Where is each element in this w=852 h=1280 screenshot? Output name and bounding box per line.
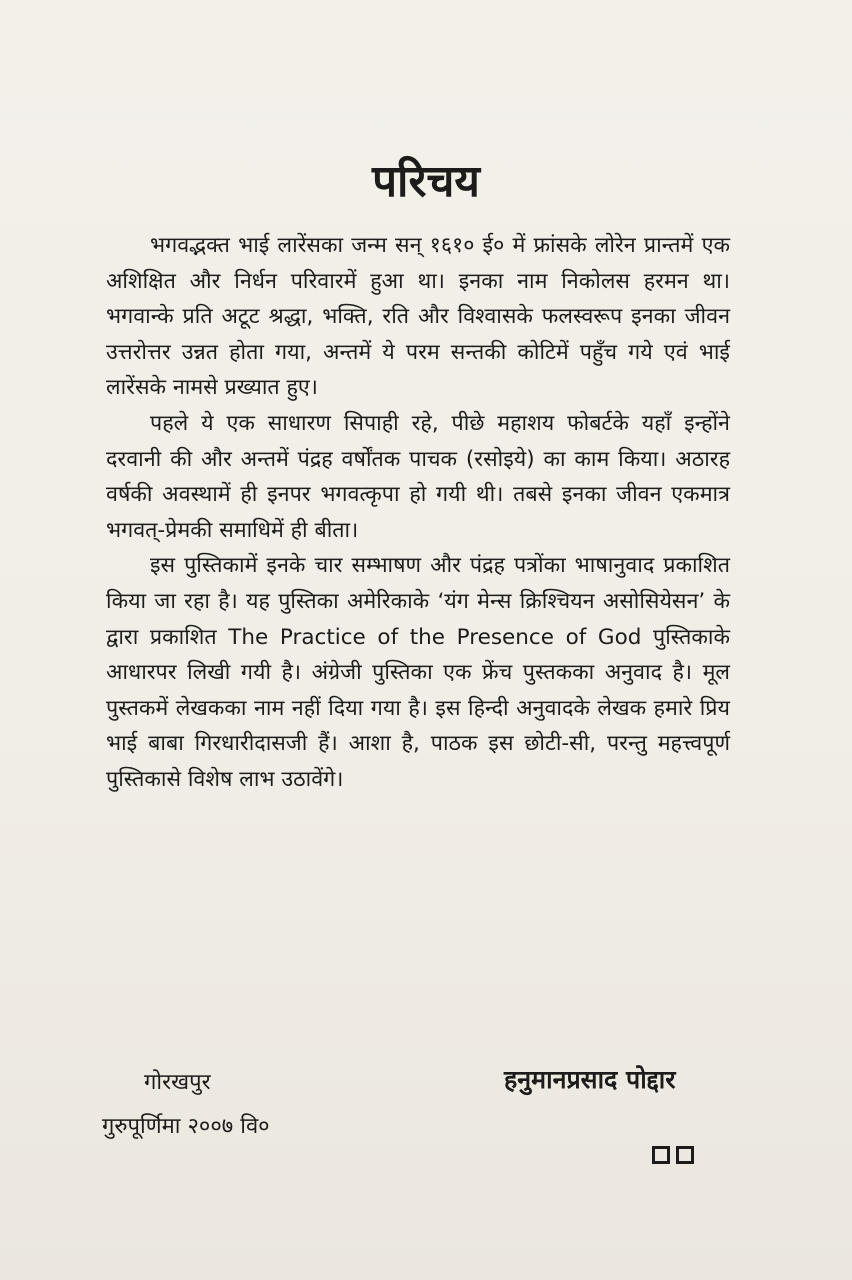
end-ornament (652, 1146, 694, 1164)
page-title: परिचय (372, 156, 480, 207)
place-label: गोरखपुर (144, 1070, 211, 1095)
body-text (106, 228, 730, 798)
paragraph-2: पहले ये एक साधारण सिपाही रहे, पीछे महाशय फोबर्टके यहाँ इन्होंने दरवानी की और अन्तमें पंद्रह वर्षोंतक पाचक (रसोइये) का काम किया। अठारह वर्षकी अवस्थामें ही इनपर भगवत्कृपा हो गयी थी। तबसे इनका जीवन एकमात्र भगवत्-प्रेमकी समाधिमें ही बीता। (106, 410, 730, 543)
paragraph-1: भगवद्भक्त भाई लारेंसका जन्म सन् १६१० ई० में फ्रांसके लोरेन प्रान्तमें एक अशिक्षित और निर्धन परिवारमें हुआ था। इनका नाम निकोलस हरमन था। भगवान्के प्रति अटूट श्रद्धा, भक्ति, रति और विश्वासके फलस्वरूप इनका जीवन उत्तरोत्तर उन्नत होता गया, अन्तमें ये परम सन्तकी कोटिमें पहुँच गये एवं भाई लारेंसके नामसे प्रख्यात हुए। (106, 233, 730, 401)
square-ornament-icon (652, 1146, 670, 1164)
date-label: गुरुपूर्णिमा २००७ वि० (102, 1114, 270, 1139)
paragraph-3: इस पुस्तिकामें इनके चार सम्भाषण और पंद्रह पत्रोंका भाषानुवाद प्रकाशित किया जा रहा है। यह पुस्तिका अमेरिकाके ‘यंग मेन्स क्रिश्चियन असोसियेसन’ के द्वारा प्रकाशित The Practice of the Presence of God पुस्तिकाके आधारपर लिखी गयी है। अंग्रेजी पुस्तिका एक फ्रेंच पुस्तकका अनुवाद है। मूल पुस्तकमें लेखकका नाम नहीं दिया गया है। इस हिन्दी अनुवादके लेखक हमारे प्रिय भाई बाबा गिरधारीदासजी हैं। आशा है, पाठक इस छोटी-सी, परन्तु महत्त्वपूर्ण पुस्तिकासे विशेष लाभ उठावेंगे। (106, 553, 730, 792)
author-signature: हनुमानप्रसाद पोद्दार (504, 1065, 676, 1094)
square-ornament-icon (676, 1146, 694, 1164)
